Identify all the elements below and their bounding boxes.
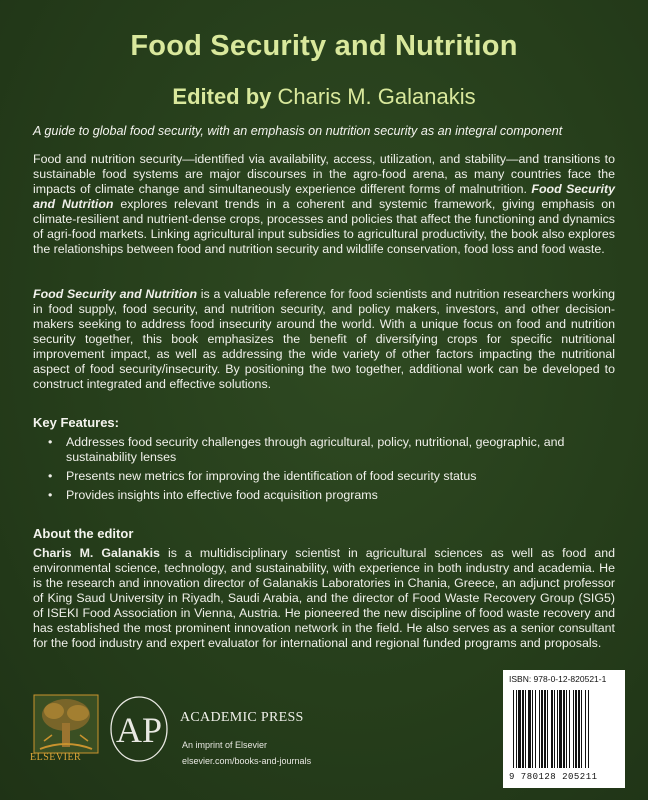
- barcode-bar: [535, 690, 536, 768]
- barcode-bar: [551, 690, 553, 768]
- barcode-bar: [554, 690, 555, 768]
- tagline: A guide to global food security, with an emphasis on nutrition security as an integral component: [33, 124, 563, 138]
- barcode-panel: [503, 670, 625, 788]
- p1-text-a: Food and nutrition security—identified via availability, access, utilization, and stability—and transitions to sustainable food systems are major discourses in the agro-food arena, as many countries face the impacts of climate change and simultaneously experience different forms of malnutrition.: [33, 152, 615, 196]
- barcode-bar: [559, 690, 562, 768]
- key-features-list: [48, 435, 588, 507]
- edited-by-label: Edited by: [172, 84, 272, 109]
- barcode-bar: [532, 690, 533, 768]
- barcode-bar: [516, 690, 517, 768]
- bullet-icon: •: [48, 435, 53, 449]
- barcode-bar: [588, 690, 589, 768]
- barcode-bar: [557, 690, 558, 768]
- barcode-bar: [541, 690, 543, 768]
- elsevier-wordmark: ELSEVIER: [30, 752, 82, 763]
- bullet-icon: •: [48, 469, 53, 483]
- barcode-bar: [581, 690, 582, 768]
- barcode-bar: [528, 690, 531, 768]
- barcode-bar: [578, 690, 580, 768]
- p2-text: is a valuable reference for food scientists and nutrition researchers working in food supply, food security, and nutrition security, and policy makers, investors, and other decision-makers seeking to address food insecurity around the world. With a unique focus on food and nutrition security together, this book emphasizes the benefit of diversifying crops for specific nutritional improvement impact, as well as addressing the wide variety of other factors impacting the nutritional aspect of food security/insecurity. By positioning the two together, additional work can be developed to construct integrated and effective solutions.: [33, 287, 615, 391]
- barcode-bar: [585, 690, 586, 768]
- barcode-bar: [525, 690, 526, 768]
- list-item: • Provides insights into effective food acquisition programs: [48, 488, 378, 502]
- p1-book-title: Food Security and Nutrition: [33, 182, 615, 211]
- list-item: • Addresses food security challenges through agricultural, policy, nutritional, geographic, and sustainability lenses: [48, 435, 565, 464]
- barcode-bar: [569, 690, 570, 768]
- p2-book-title: Food Security and Nutrition: [33, 287, 198, 301]
- barcode-digits: 9 780128 205211: [509, 772, 598, 782]
- publisher-url: elsevier.com/books-and-journals: [182, 756, 312, 766]
- description-paragraph-1: [33, 152, 615, 257]
- barcode-bar: [566, 690, 567, 768]
- barcode-bar: [563, 690, 565, 768]
- about-editor-heading: About the editor: [33, 526, 134, 541]
- bullet-icon: •: [48, 488, 53, 502]
- barcode-bar: [573, 690, 574, 768]
- barcode-icon: [503, 688, 625, 772]
- isbn-label: ISBN: 978-0-12-820521-1: [509, 674, 607, 684]
- barcode-bar: [513, 690, 514, 768]
- barcode-bar: [539, 690, 540, 768]
- barcode-bar: [522, 690, 524, 768]
- about-editor-paragraph: [33, 546, 615, 651]
- description-paragraph-2: [33, 287, 615, 392]
- about-editor-name: Charis M. Galanakis: [33, 546, 160, 560]
- barcode-bar: [544, 690, 546, 768]
- book-title: Food Security and Nutrition: [130, 30, 518, 62]
- ap-monogram: AP: [115, 710, 163, 750]
- barcode-bar: [518, 690, 521, 768]
- barcode-bar: [547, 690, 548, 768]
- imprint-line: An imprint of Elsevier: [182, 740, 268, 750]
- editor-name: Charis M. Galanakis: [277, 84, 476, 109]
- academic-press-logo-icon: [108, 694, 170, 764]
- barcode-bar: [575, 690, 577, 768]
- about-editor-bio: is a multidisciplinary scientist in agricultural sciences as well as food and environmental science, technology, and sustainability, with experience in both industry and academia. He is the research and innovation director of Galanakis Laboratories in Chania, Greece, an adjunct professor of King Saud University in Riyadh, Saudi Arabia, and the director of Food Waste Recovery Group (SIG5) of ISEKI Food Association in Vienna, Austria. He pioneered the new discipline of food waste recovery and has established the most prominent innovation network in the field. He also serves as a senior consultant for the food industry and expert evaluator for international and regional funded programs and proposals.: [33, 546, 615, 650]
- editor-line: [0, 84, 648, 110]
- academic-press-name: ACADEMIC PRESS: [180, 710, 304, 725]
- key-features-heading: Key Features:: [33, 415, 119, 430]
- p1-text-b: explores relevant trends in a coherent and systemic framework, giving emphasis on climate-resilient and nutrient-dense crops, processes and policies that affect the functioning and dynamics of agri-food markets. Linking agricultural input subsidies to agricultural productivity, the book also explores the relationships between food and nutrition security and wildlife conservation, food loss and food waste.: [33, 197, 615, 256]
- list-item: • Presents new metrics for improving the identification of food security status: [48, 469, 477, 483]
